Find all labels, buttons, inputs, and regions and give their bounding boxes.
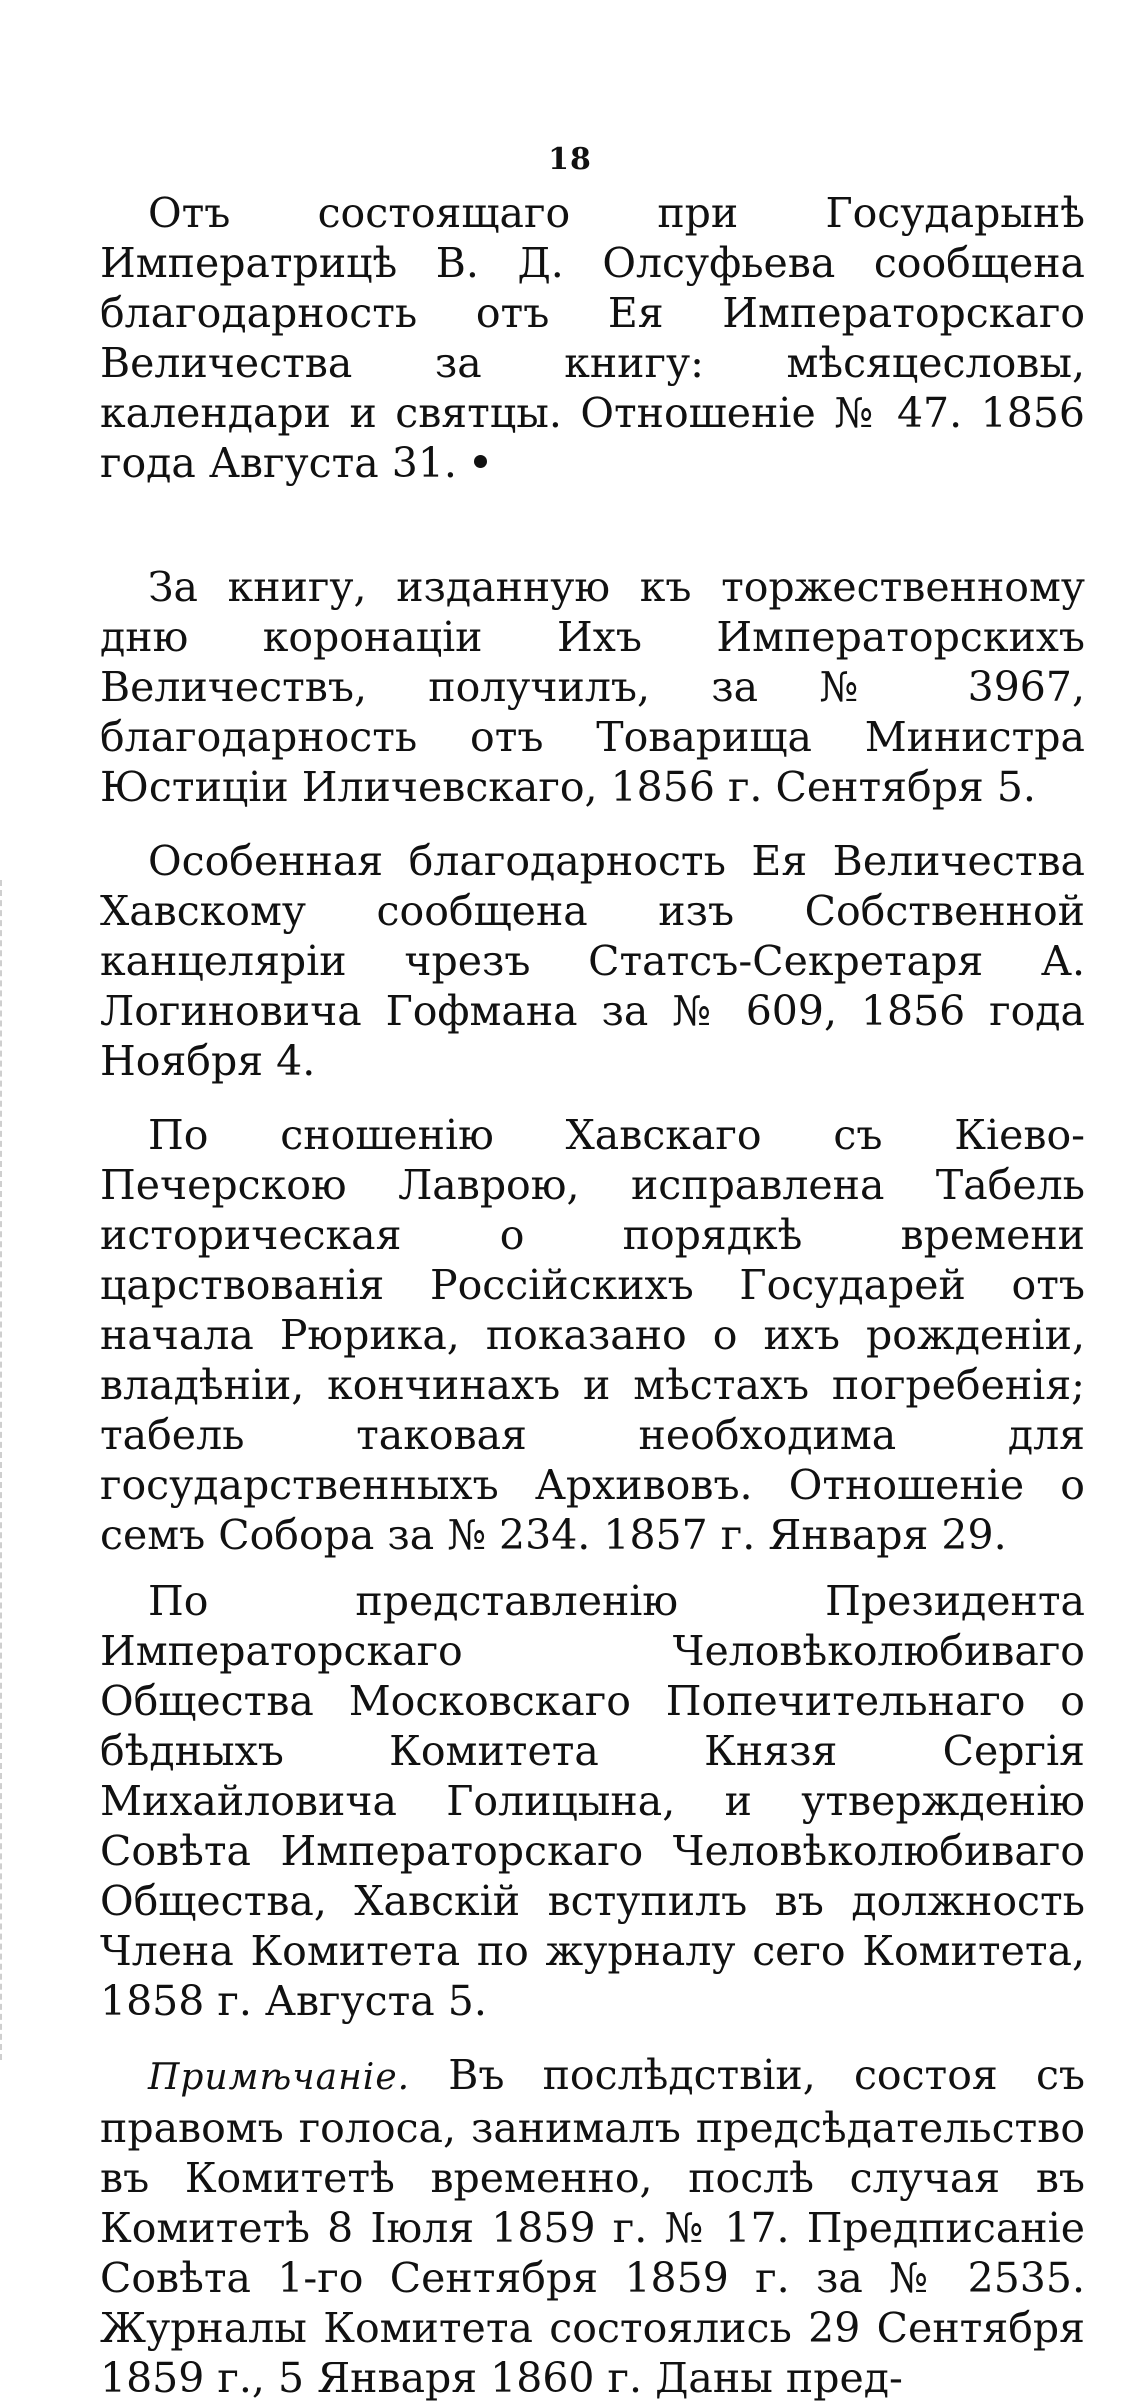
note-paragraph (100, 2050, 1085, 2403)
page-number: 18 (548, 142, 592, 177)
paragraph-committee-membership: По представленію Президента Императорскаго Человѣколюбиваго Общества Московскаго Попечительнаго о бѣдныхъ Комитета Князя Сергія Михайловича Голицына, и утвержденію Совѣта Императорскаго Человѣколюбиваго Общества, Хавскій вступилъ въ должность Члена Комитета по журналу сего Комитета, 1858 г. Августа 5. (100, 1577, 1085, 2025)
note-text: Въ послѣдствіи, состоя съ правомъ голоса, занималъ предсѣдательство въ Комитетѣ временно, послѣ случая въ Комитетѣ 8 Іюля 1859 г. № 17. Предписаніе Совѣта 1-го Сентября 1859 г. за № 2535. Журналы Комитета состоялись 29 Сентября 1859 г., 5 Января 1860 г. Даны пред- (100, 2051, 1085, 2402)
paragraph-coronation-book: За книгу, изданную къ торжественному дню коронаціи Ихъ Императорскихъ Величествъ, получилъ, за № 3967, благодарность отъ Товарища Министра Юстиціи Иличевскаго, 1856 г. Сентября 5. (100, 563, 1085, 811)
paragraph-kiev-pechersk-table: По сношенію Хавскаго съ Кіево-Печерскою Лаврою, исправлена Табель историческая о порядкѣ времени царствованія Россійскихъ Государей отъ начала Рюрика, показано о ихъ рожденіи, владѣніи, кончинахъ и мѣстахъ погребенія; табель таковая необходима для государственныхъ Архивовъ. Отношеніе о семъ Собора за № 234. 1857 г. Января 29. (100, 1111, 1085, 1559)
page-body (100, 188, 1085, 2403)
paragraph-special-gratitude: Особенная благодарность Ея Величества Хавскому сообщена изъ Собственной канцеляріи чрезъ Статсъ-Секретаря А. Логиновича Гофмана за № 609, 1856 года Ноября 4. (100, 837, 1085, 1085)
note-label: Примѣчаніе. (148, 2057, 411, 2098)
paragraph-olsufiev-gratitude: Отъ состоящаго при Государынѣ Императрицѣ В. Д. Олсуфьева сообщена благодарность отъ Ея Императорскаго Величества за книгу: мѣсяцесловы, календари и святцы. Отношеніе № 47. 1856 года Августа 31. (100, 189, 1085, 487)
page-edge-shadow (0, 880, 4, 2060)
